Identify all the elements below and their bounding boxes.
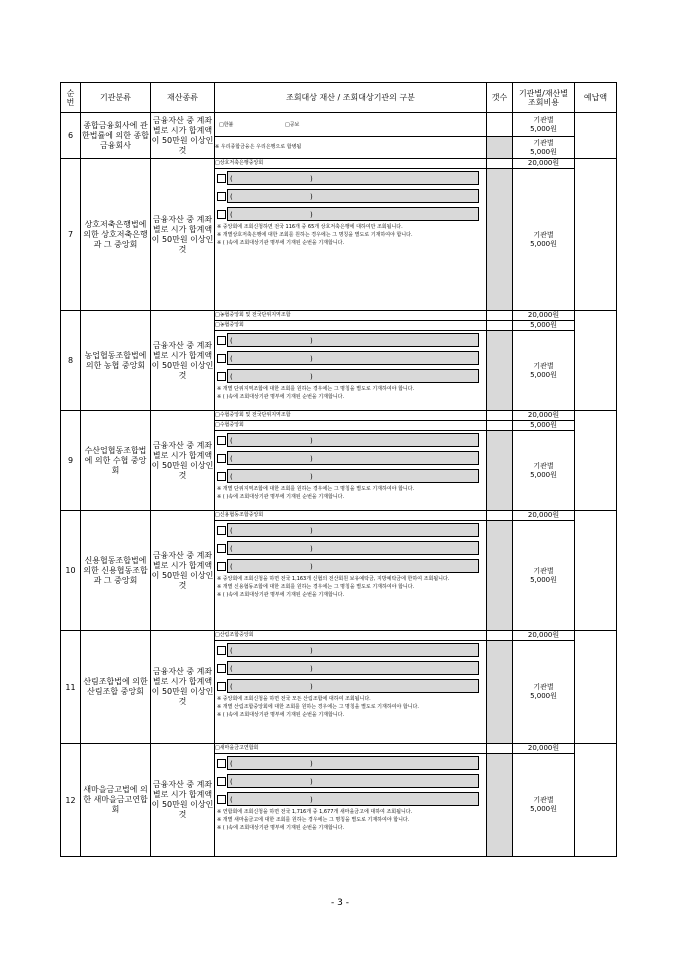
row-num: 10 xyxy=(61,511,81,631)
checkbox[interactable] xyxy=(217,682,226,691)
note: ※ 중앙회에 조회신청하면 전국 116개 중 65개 상호저축은행에 대하여만 조회됩니다. xyxy=(217,224,403,230)
note: ※ 개별 단위지역조합에 대한 조회를 원하는 경우에는 그 명칭을 별도로 기재하여야 합니다. xyxy=(217,386,415,392)
org-input[interactable]: ( ) xyxy=(227,469,479,483)
count-cell xyxy=(487,137,513,159)
checkbox[interactable] xyxy=(217,526,226,535)
checkbox[interactable] xyxy=(217,210,226,219)
cost-cell: 20,000원 xyxy=(513,159,575,169)
org-class: 농업협동조합법에 의한 농협 중앙회 xyxy=(81,311,151,411)
row-num: 11 xyxy=(61,631,81,744)
org-input[interactable]: ( ) xyxy=(227,369,479,383)
asset-type: 금융자산 중 계좌별로 시가 합계액이 50만원 이상인 것 xyxy=(151,113,215,159)
cost-cell: 기관별 5,000원 xyxy=(513,754,575,857)
count-cell xyxy=(487,331,513,411)
row-num: 8 xyxy=(61,311,81,411)
org-input[interactable]: ( ) xyxy=(227,207,479,221)
checkbox[interactable] xyxy=(217,646,226,655)
note: ※ ( )속에 조회대상기관 명부에 기재된 순번을 기재합니다. xyxy=(217,494,345,500)
org-class: 신용협동조합법에 의한 신용협동조합과 그 중앙회 xyxy=(81,511,151,631)
row-8 xyxy=(61,311,617,321)
org-input[interactable]: ( ) xyxy=(227,643,479,657)
org-class: 수산업협동조합법에 의한 수협 중앙회 xyxy=(81,411,151,511)
note: ※ 연합회에 조회신청을 하면 전국 1,716개 중 1,677개 새마을금고에 대하여 조회됩니다. xyxy=(217,809,413,815)
count-cell[interactable] xyxy=(487,421,513,431)
note: ※ ( )속에 조회대상기관 명부에 기재된 순번을 기재합니다. xyxy=(217,394,345,400)
asset-type: 금융자산 중 계좌별로 시가 합계액이 50만원 이상인 것 xyxy=(151,744,215,857)
org-input[interactable]: ( ) xyxy=(227,541,479,555)
checkbox[interactable] xyxy=(217,777,226,786)
cost-cell: 20,000원 xyxy=(513,411,575,421)
org-input[interactable]: ( ) xyxy=(227,774,479,788)
header-row xyxy=(61,83,617,113)
option-checkbox[interactable]: □산림조합중앙회 xyxy=(215,631,487,641)
row-num: 7 xyxy=(61,159,81,311)
org-input[interactable]: ( ) xyxy=(227,523,479,537)
prepay-cell[interactable] xyxy=(575,744,617,857)
org-input[interactable]: ( ) xyxy=(227,189,479,203)
org-input[interactable]: ( ) xyxy=(227,559,479,573)
org-input[interactable]: ( ) xyxy=(227,451,479,465)
inquiry-table xyxy=(60,82,617,857)
cost-cell: 기관별 5,000원 xyxy=(513,137,575,159)
note: ※ 개별상호저축은행에 대한 조회를 원하는 경우에는 그 명칭을 별도로 기재하여야 합니다. xyxy=(217,232,413,238)
checkbox[interactable] xyxy=(217,544,226,553)
org-input[interactable]: ( ) xyxy=(227,792,479,806)
row8-fields xyxy=(215,331,487,411)
checkbox[interactable] xyxy=(217,192,226,201)
header-count: 갯수 xyxy=(487,83,513,113)
checkbox[interactable] xyxy=(217,454,226,463)
option-checkbox-2[interactable]: □공보 xyxy=(284,121,300,128)
org-input[interactable]: ( ) xyxy=(227,679,479,693)
org-input[interactable]: ( ) xyxy=(227,433,479,447)
count-cell xyxy=(487,754,513,857)
prepay-cell[interactable] xyxy=(575,411,617,511)
row-12 xyxy=(61,744,617,754)
cost-cell: 20,000원 xyxy=(513,631,575,641)
org-input[interactable]: ( ) xyxy=(227,351,479,365)
cost-cell: 기관별 5,000원 xyxy=(513,331,575,411)
asset-type: 금융자산 중 계좌별로 시가 합계액이 50만원 이상인 것 xyxy=(151,159,215,311)
org-input[interactable]: ( ) xyxy=(227,661,479,675)
checkbox[interactable] xyxy=(217,436,226,445)
note: ※ 개별 새마을금고에 대한 조회를 원하는 경우에는 그 명칭을 별도로 기재하여야 합니다. xyxy=(217,817,410,823)
asset-type: 금융자산 중 계좌별로 시가 합계액이 50만원 이상인 것 xyxy=(151,311,215,411)
count-cell xyxy=(487,431,513,511)
header-asset-type: 재산종류 xyxy=(151,83,215,113)
option-checkbox[interactable]: □신용협동조합중앙회 xyxy=(215,511,487,521)
header-num: 순 번 xyxy=(61,83,81,113)
row6-options xyxy=(215,113,487,137)
asset-type: 금융자산 중 계좌별로 시가 합계액이 50만원 이상인 것 xyxy=(151,411,215,511)
row-6 xyxy=(61,113,617,137)
checkbox[interactable] xyxy=(217,336,226,345)
header-note: 예납액 xyxy=(575,83,617,113)
row-num: 6 xyxy=(61,113,81,159)
option-checkbox[interactable]: □농협중앙회 및 전국단위지역조합 xyxy=(215,311,487,321)
option-checkbox[interactable]: □농협중앙회 xyxy=(215,321,487,331)
count-cell[interactable] xyxy=(487,113,513,137)
row6-note: ※ 우리종합금융은 우리은행으로 합병됨 xyxy=(215,137,487,159)
note: ※ ( )속에 조회대상기관 명부에 기재된 순번을 기재합니다. xyxy=(217,712,345,718)
option-checkbox[interactable]: □새마을금고연합회 xyxy=(215,744,487,754)
org-input[interactable]: ( ) xyxy=(227,756,479,770)
row11-fields xyxy=(215,641,487,744)
note: ※ ( )속에 조회대상기관 명부에 기재된 순번을 기재합니다. xyxy=(217,240,345,246)
count-cell[interactable] xyxy=(487,744,513,754)
prepay-cell[interactable] xyxy=(575,631,617,744)
checkbox[interactable] xyxy=(217,759,226,768)
count-cell xyxy=(487,641,513,744)
note: ※ 개별 산림조합중앙회에 대한 조회를 원하는 경우에는 그 명칭을 별도로 기재하여야 합니다. xyxy=(217,704,419,710)
header-cost: 기관별/재산별 조회비용 xyxy=(513,83,575,113)
row12-fields xyxy=(215,754,487,857)
org-class: 상호저축은행법에 의한 상호저축은행과 그 중앙회 xyxy=(81,159,151,311)
count-cell[interactable] xyxy=(487,159,513,169)
page-number: - 3 - xyxy=(331,898,349,908)
note: ※ 중앙회에 조회신청을 하면 전국 모든 산림조합에 대하여 조회됩니다. xyxy=(217,696,371,702)
prepay-cell[interactable] xyxy=(575,511,617,631)
count-cell xyxy=(487,521,513,631)
prepay-cell[interactable] xyxy=(575,159,617,311)
option-checkbox[interactable]: □수협중앙회 및 전국단위지역조합 xyxy=(215,411,487,421)
row-num: 12 xyxy=(61,744,81,857)
row-7 xyxy=(61,159,617,169)
note: ※ ( )속에 조회대상기관 명부에 기재된 순번을 기재합니다. xyxy=(217,825,345,831)
checkbox[interactable] xyxy=(217,664,226,673)
checkbox[interactable] xyxy=(217,354,226,363)
cost-cell: 기관별 5,000원 xyxy=(513,521,575,631)
checkbox[interactable] xyxy=(217,472,226,481)
checkbox[interactable] xyxy=(217,795,226,804)
prepay-cell[interactable] xyxy=(575,113,617,159)
cost-cell: 기관별 5,000원 xyxy=(513,113,575,137)
org-input[interactable]: ( ) xyxy=(227,333,479,347)
count-cell[interactable] xyxy=(487,511,513,521)
cost-cell: 기관별 5,000원 xyxy=(513,641,575,744)
note: ※ ( )속에 조회대상기관 명부에 기재된 순번을 기재합니다. xyxy=(217,592,345,598)
cost-cell: 20,000원 xyxy=(513,744,575,754)
header-inquiry: 조회대상 재산 / 조회대상기관의 구분 xyxy=(215,83,487,113)
prepay-cell[interactable] xyxy=(575,311,617,411)
note: ※ 중앙회에 조회신청을 하면 전국 1,163개 신협의 전산회원 보유예탁금, 지방예탁금에 한하여 조회됩니다. xyxy=(217,576,450,582)
checkbox[interactable] xyxy=(217,562,226,571)
count-cell[interactable] xyxy=(487,311,513,321)
cost-cell: 20,000원 xyxy=(513,511,575,521)
row-11 xyxy=(61,631,617,641)
row-9 xyxy=(61,411,617,421)
option-checkbox[interactable]: □수협중앙회 xyxy=(215,421,487,431)
cost-cell: 20,000원 xyxy=(513,311,575,321)
org-input[interactable]: ( ) xyxy=(227,171,479,185)
note: ※ 개별 신용협동조합에 대한 조회를 원하는 경우에는 그 명칭을 별도로 기재하여야 합니다. xyxy=(217,584,415,590)
count-cell[interactable] xyxy=(487,321,513,331)
cost-cell: 기관별 5,000원 xyxy=(513,169,575,311)
org-class: 종합금융회사에 관한법률에 의한 종합금융회사 xyxy=(81,113,151,159)
org-class: 새마을금고법에 의한 새마을금고연합회 xyxy=(81,744,151,857)
checkbox[interactable] xyxy=(217,372,226,381)
header-org-class: 기관분류 xyxy=(81,83,151,113)
row9-fields xyxy=(215,431,487,511)
count-cell[interactable] xyxy=(487,411,513,421)
row10-fields xyxy=(215,521,487,631)
org-class: 산림조합법에 의한 산림조합 중앙회 xyxy=(81,631,151,744)
count-cell[interactable] xyxy=(487,631,513,641)
option-checkbox[interactable]: □상호저축은행중앙회 xyxy=(215,159,487,169)
asset-type: 금융자산 중 계좌별로 시가 합계액이 50만원 이상인 것 xyxy=(151,511,215,631)
asset-type: 금융자산 중 계좌별로 시가 합계액이 50만원 이상인 것 xyxy=(151,631,215,744)
option-checkbox-1[interactable]: □한불 xyxy=(219,121,234,128)
note: ※ 개별 단위지역조합에 대한 조회를 원하는 경우에는 그 명칭을 별도로 기재하여야 합니다. xyxy=(217,486,415,492)
row-10 xyxy=(61,511,617,521)
cost-cell: 기관별 5,000원 xyxy=(513,431,575,511)
count-cell xyxy=(487,169,513,311)
cost-cell: 5,000원 xyxy=(513,421,575,431)
row-num: 9 xyxy=(61,411,81,511)
cost-cell: 5,000원 xyxy=(513,321,575,331)
row7-fields xyxy=(215,169,487,311)
checkbox[interactable] xyxy=(217,174,226,183)
